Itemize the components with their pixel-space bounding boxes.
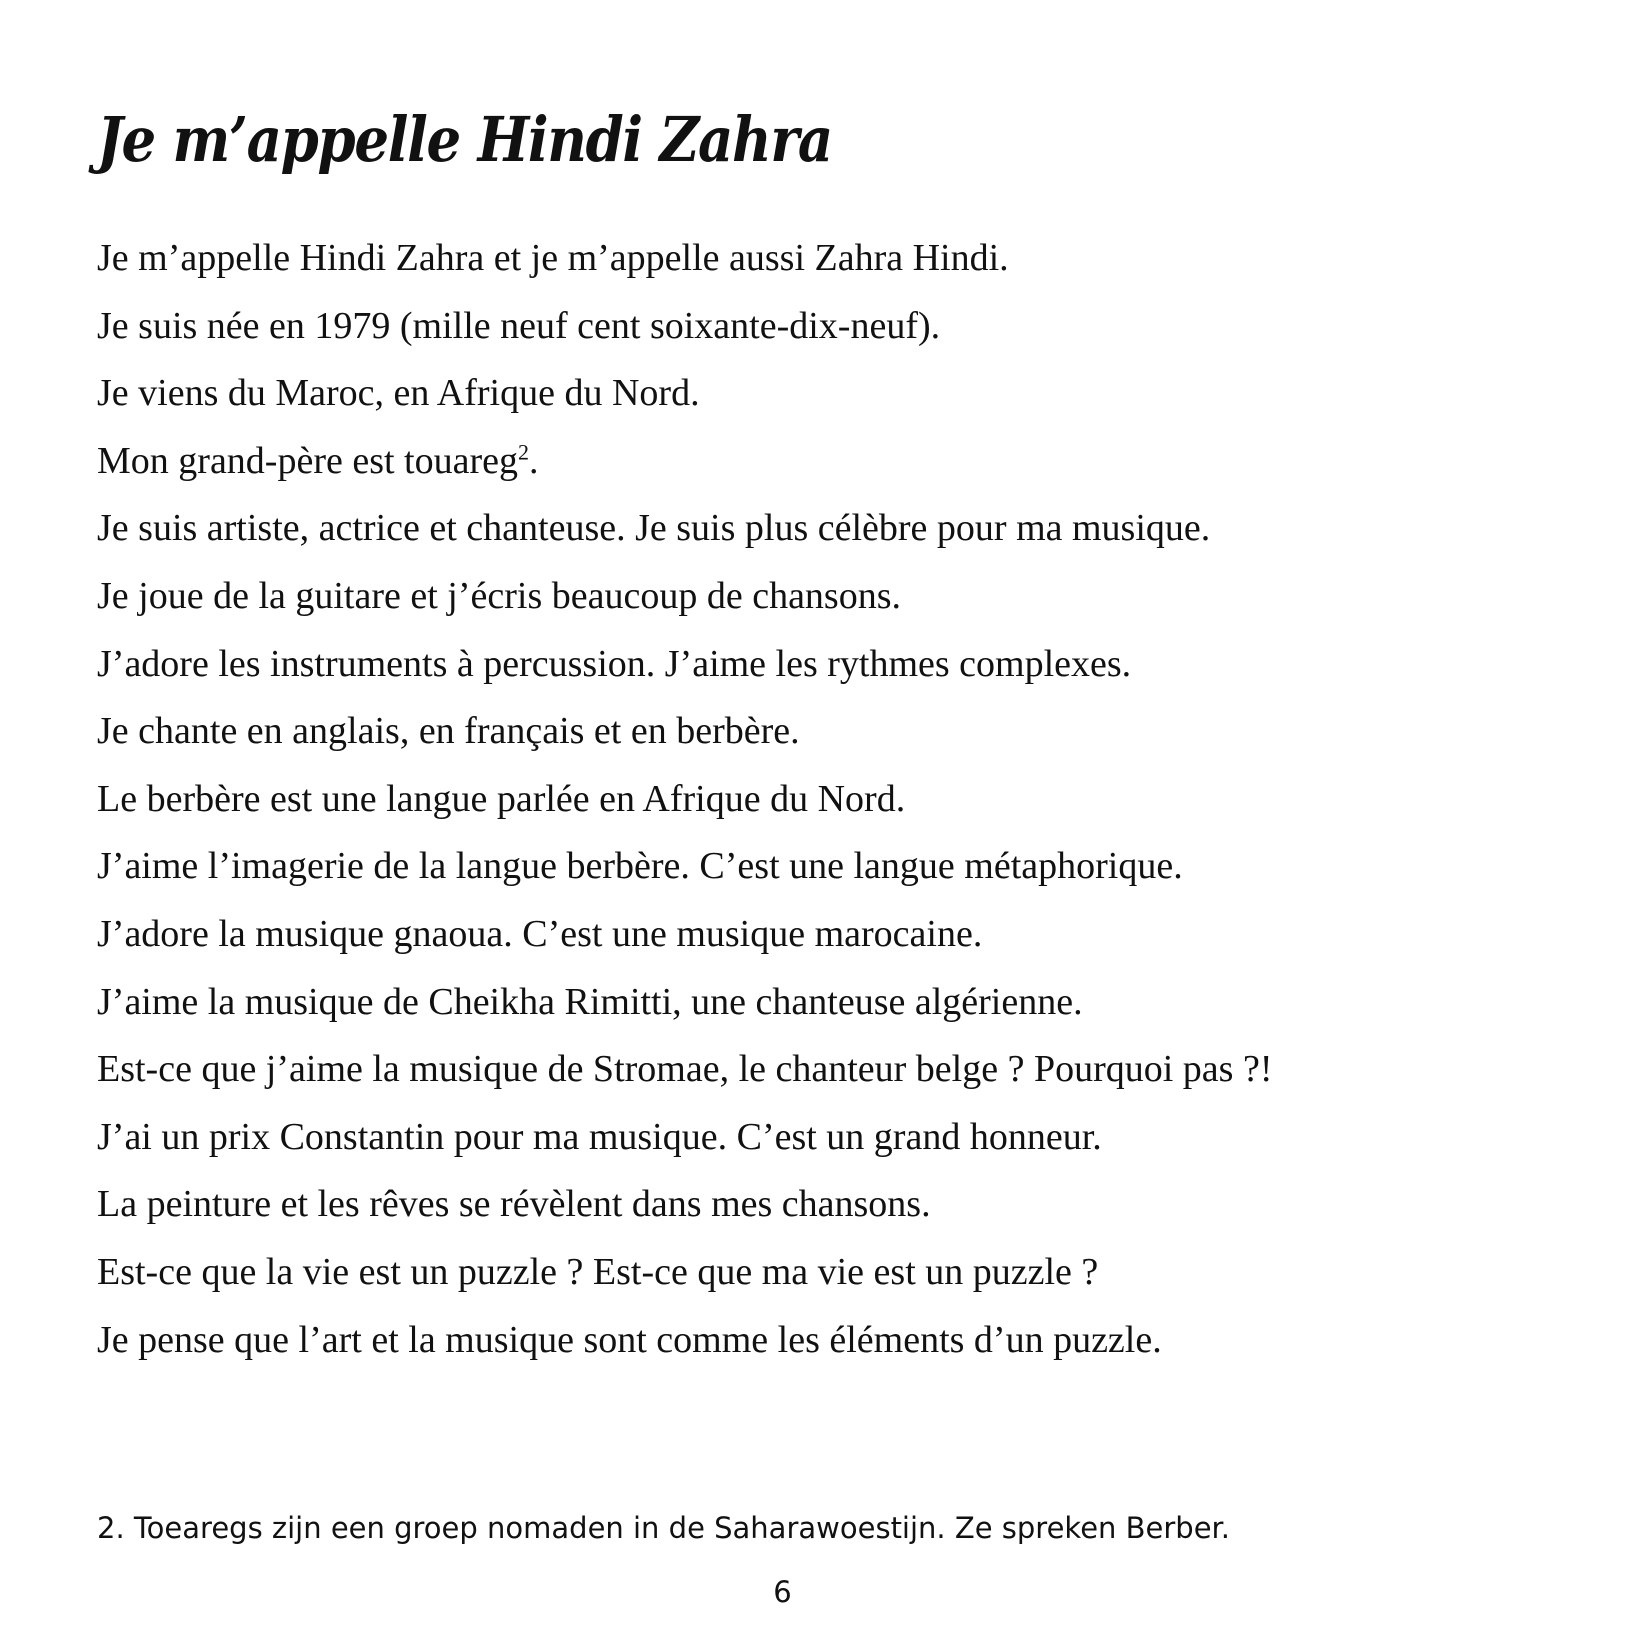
text-line: Le berbère est une langue parlée en Afrique du Nord. bbox=[97, 777, 906, 820]
text-line: J’adore la musique gnaoua. C’est une musique marocaine. bbox=[97, 912, 983, 955]
text-line: Je chante en anglais, en français et en berbère. bbox=[97, 710, 800, 753]
text-line: Je suis artiste, actrice et chanteuse. Je suis plus célèbre pour ma musique. bbox=[97, 507, 1211, 550]
text-line: J’ai un prix Constantin pour ma musique. C’est un grand honneur. bbox=[97, 1115, 1102, 1158]
text-line: J’aime la musique de Cheikha Rimitti, une chanteuse algérienne. bbox=[97, 980, 1083, 1023]
text-line: Je joue de la guitare et j’écris beaucoup de chansons. bbox=[97, 574, 902, 617]
footnote: 2. Toearegs zijn een groep nomaden in de Saharawoestijn. Ze spreken Berber. bbox=[97, 1511, 1231, 1545]
text-line: J’aime l’imagerie de la langue berbère. C’est une langue métaphorique. bbox=[97, 845, 1183, 888]
text-line: Est-ce que j’aime la musique de Stromae, le chanteur belge ? Pourquoi pas ?! bbox=[97, 1048, 1273, 1091]
page-number: 6 bbox=[773, 1575, 792, 1609]
footnote-marker: 2 bbox=[518, 439, 530, 465]
line-end-punctuation: . bbox=[529, 439, 539, 482]
page-title: Je m’appelle Hindi Zahra bbox=[97, 103, 832, 176]
text-line: Je m’appelle Hindi Zahra et je m’appelle aussi Zahra Hindi. bbox=[97, 237, 1009, 279]
text-line: J’adore les instruments à percussion. J’aime les rythmes complexes. bbox=[97, 642, 1132, 685]
text-line-main: Mon grand-père est touareg bbox=[97, 439, 519, 482]
text-line: Je pense que l’art et la musique sont comme les éléments d’un puzzle. bbox=[97, 1318, 1162, 1361]
text-line: La peinture et les rêves se révèlent dans mes chansons. bbox=[97, 1183, 931, 1226]
text-line-with-footnote bbox=[97, 436, 1272, 504]
text-body bbox=[97, 233, 1272, 1382]
text-line: Je viens du Maroc, en Afrique du Nord. bbox=[97, 372, 700, 415]
text-line: Est-ce que la vie est un puzzle ? Est-ce que ma vie est un puzzle ? bbox=[97, 1250, 1099, 1293]
text-line: Je suis née en 1979 (mille neuf cent soixante-dix-neuf). bbox=[97, 304, 941, 347]
